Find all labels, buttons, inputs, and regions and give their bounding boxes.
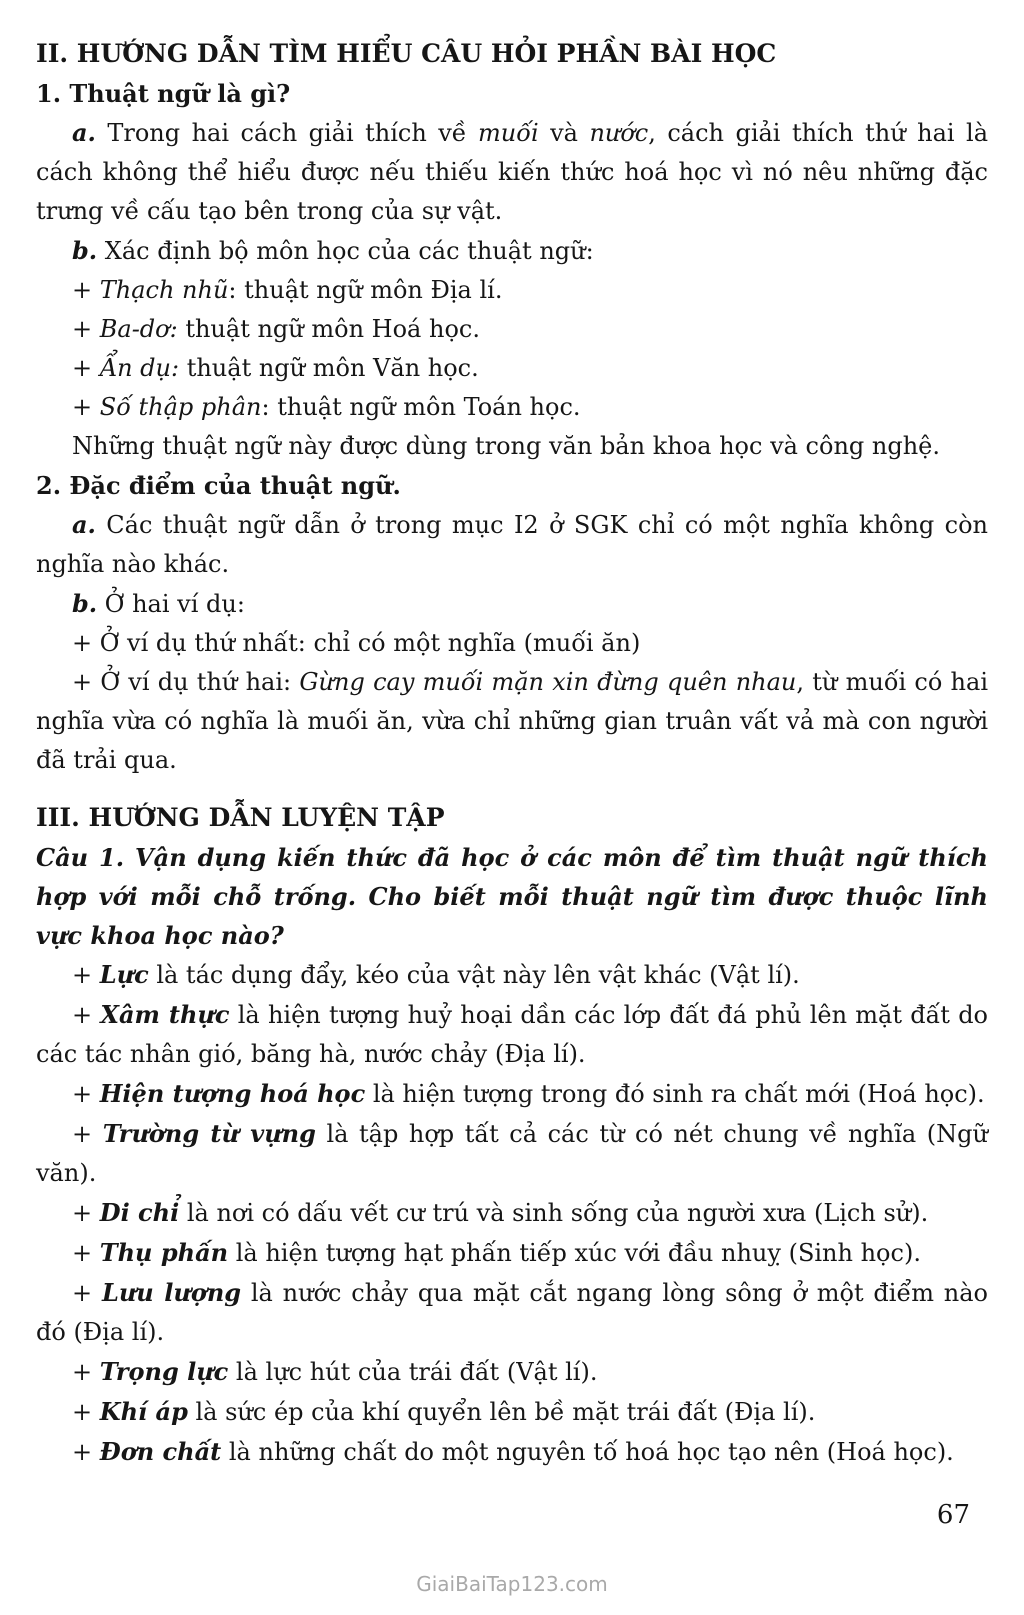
label-a: a.: [72, 510, 96, 539]
answer-term: Thụ phấn: [99, 1238, 229, 1267]
answer-item: [36, 1392, 988, 1432]
text: , từ muối có hai nghĩa vừa có nghĩa là muối ăn, vừa chỉ những gian truân vất vả mà con người đã trải qua.: [36, 668, 988, 774]
answer-definition: là lực hút của trái đất (Vật lí).: [228, 1358, 598, 1386]
answer-term: Trọng lực: [99, 1357, 229, 1386]
answer-item: [36, 955, 988, 995]
page-number: 67: [936, 1500, 970, 1530]
term-item: [36, 271, 988, 310]
bullet: +: [72, 1080, 100, 1108]
bullet: +: [72, 1279, 102, 1307]
page-content: [36, 34, 988, 1472]
text: và: [538, 119, 590, 147]
bullet: +: [72, 1358, 100, 1386]
section-3-heading: III. HƯỚNG DẪN LUYỆN TẬP: [36, 803, 445, 832]
answer-item: [36, 1273, 988, 1352]
paragraph-2b: [36, 584, 988, 624]
example-2: [36, 663, 988, 780]
bullet: +: [72, 1001, 101, 1029]
bullet: +: [72, 1438, 100, 1466]
answer-item: [36, 1114, 988, 1193]
answer-list: [36, 955, 988, 1472]
answer-definition: là nơi có dấu vết cư trú và sinh sống của người xưa (Lịch sử).: [179, 1199, 929, 1227]
example-1: + Ở ví dụ thứ nhất: chỉ có một nghĩa (muối ăn): [72, 629, 641, 657]
text: Xác định bộ môn học của các thuật ngữ:: [97, 237, 594, 265]
bullet: +: [72, 315, 100, 343]
subsection-2-title: 2. Đặc điểm của thuật ngữ.: [36, 471, 401, 500]
text: , cách giải thích thứ hai là cách không thể hiểu được nếu thiếu kiến thức hoá học vì nó nêu những đặc trưng về cấu tạo bên trong của sự vật.: [36, 119, 989, 225]
answer-term: Hiện tượng hoá học: [99, 1079, 366, 1108]
answer-item: [36, 1233, 988, 1273]
answer-definition: là tập hợp tất cả các từ có nét chung về nghĩa (Ngữ văn).: [36, 1120, 988, 1187]
paragraph-2a: [36, 505, 988, 584]
answer-term: Đơn chất: [99, 1437, 222, 1466]
term-item: [36, 349, 988, 388]
bullet: +: [72, 1199, 100, 1227]
subsection-1-title: 1. Thuật ngữ là gì?: [36, 79, 291, 108]
text: thuật ngữ môn Toán học.: [269, 393, 581, 421]
label-a: a.: [72, 118, 96, 147]
answer-definition: là sức ép của khí quyển lên bề mặt trái đất (Địa lí).: [187, 1398, 816, 1426]
answer-item: [36, 1432, 988, 1472]
answer-item: [36, 1352, 988, 1392]
section-2-heading: II. HƯỚNG DẪN TÌM HIỂU CÂU HỎI PHẦN BÀI HỌC: [36, 39, 777, 68]
answer-definition: là những chất do một nguyên tố hoá học tạo nên (Hoá học).: [221, 1438, 954, 1466]
paragraph-1a: [36, 113, 988, 231]
emphasis-muoi: muối: [478, 119, 539, 147]
sep: :: [228, 276, 237, 304]
answer-term: Di chỉ: [99, 1198, 180, 1227]
question-1: Câu 1. Vận dụng kiến thức đã học ở các môn để tìm thuật ngữ thích hợp với mỗi chỗ trống. Cho biết mỗi thuật ngữ tìm được thuộc lĩnh vực khoa học nào?: [36, 843, 988, 950]
term: Thạch nhũ: [99, 276, 229, 304]
bullet: +: [72, 1239, 100, 1267]
answer-term: Lưu lượng: [101, 1278, 242, 1307]
spacer: [36, 780, 988, 798]
text: thuật ngữ môn Địa lí.: [236, 276, 503, 304]
bullet: +: [72, 354, 100, 382]
text: thuật ngữ môn Văn học.: [179, 354, 479, 382]
term-item: [36, 388, 988, 427]
text: + Ở ví dụ thứ hai:: [72, 668, 300, 696]
proverb: Gừng cay muối mặn xin đừng quên nhau: [299, 668, 797, 696]
answer-definition: là nước chảy qua mặt cắt ngang lòng sông ở một điểm nào đó (Địa lí).: [36, 1279, 988, 1346]
answer-definition: là hiện tượng trong đó sinh ra chất mới (Hoá học).: [365, 1080, 985, 1108]
answer-item: [36, 1074, 988, 1114]
bullet: +: [72, 393, 100, 421]
answer-item: [36, 1193, 988, 1233]
text: Trong hai cách giải thích về: [95, 119, 479, 147]
emphasis-nuoc: nước: [589, 119, 649, 147]
answer-definition: là hiện tượng hạt phấn tiếp xúc với đầu nhuỵ (Sinh học).: [228, 1239, 921, 1267]
bullet: +: [72, 961, 100, 989]
closing-text: Những thuật ngữ này được dùng trong văn bản khoa học và công nghệ.: [72, 432, 941, 460]
term: Ba-dơ:: [99, 315, 178, 343]
label-b: b.: [72, 236, 98, 265]
answer-term: Khí áp: [99, 1397, 188, 1426]
answer-term: Xâm thực: [100, 1000, 230, 1029]
text: Các thuật ngữ dẫn ở trong mục I2 ở SGK chỉ có một nghĩa không còn nghĩa nào khác.: [36, 511, 988, 578]
paragraph-1b: [36, 231, 988, 271]
bullet: +: [72, 1398, 100, 1426]
text: thuật ngữ môn Hoá học.: [177, 315, 480, 343]
text: Ở hai ví dụ:: [97, 590, 245, 618]
answer-definition: là hiện tượng huỷ hoại dần các lớp đất đá phủ lên mặt đất do các tác nhân gió, băng hà, nước chảy (Địa lí).: [36, 1001, 989, 1068]
watermark: GiaiBaiTap123.com: [416, 1572, 608, 1596]
answer-item: [36, 995, 988, 1074]
term-item: [36, 310, 988, 349]
bullet: +: [72, 1120, 103, 1148]
answer-definition: là tác dụng đẩy, kéo của vật này lên vật khác (Vật lí).: [148, 961, 800, 989]
sep: :: [261, 393, 270, 421]
answer-term: Trường từ vựng: [102, 1119, 316, 1148]
term: Số thập phân: [99, 393, 262, 421]
answer-term: Lực: [99, 960, 149, 989]
bullet: +: [72, 276, 100, 304]
label-b: b.: [72, 589, 98, 618]
term: Ẩn dụ:: [99, 354, 180, 382]
